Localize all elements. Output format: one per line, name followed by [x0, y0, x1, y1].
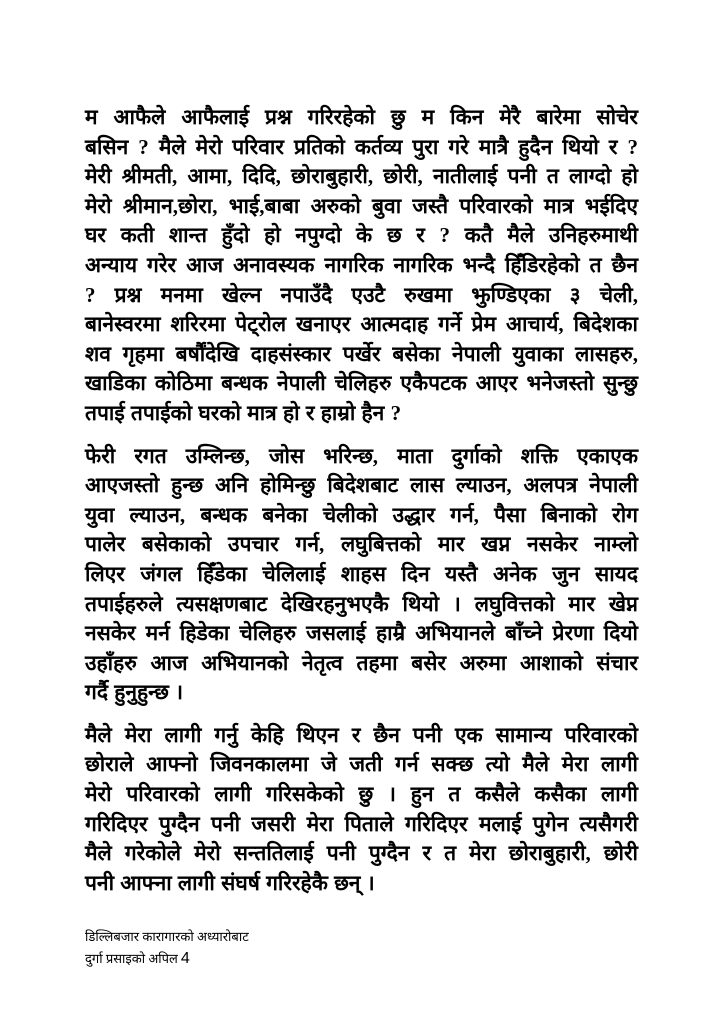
text-line: पनी आफ्ना लागी संघर्ष गरिरहेकै छन् । — [85, 870, 375, 895]
paragraph-3 — [85, 721, 638, 899]
page-body — [85, 103, 638, 911]
text-line: खाडिका कोठिमा बन्धक नेपाली चेलिहरु एकैपटक आएर भनेजस्तो सुन्छु — [85, 371, 638, 396]
text-line: ? प्रश्न मनमा खेल्न नपाउँदै एउटै रुखमा झुण्डिएका ३ चेली, — [85, 282, 638, 307]
text-line: आएजस्तो हुन्छ अनि होमिन्छु बिदेशबाट लास ल्याउन, अलपत्र नेपाली — [85, 473, 638, 498]
text-line: अन्याय गरेर आज अनावस्यक नागरिक नागरिक भन्दै हिँडिरहेको त छैन — [85, 252, 638, 277]
footer-author-line — [85, 948, 249, 970]
text-line: युवा ल्याउन, बन्धक बनेका चेलीको उद्धार गर्न, पैसा बिनाको रोग — [85, 502, 638, 527]
text-line: मैले गरेकोले मेरो सन्ततिलाई पनी पुग्दैन र त मेरा छोराबुहारी, छोरी — [85, 841, 638, 866]
text-line: गरिदिएर पुग्दैन पनी जसरी मेरा पिताले गरिदिएर मलाई पुगेन त्यसैगरी — [85, 811, 638, 836]
footer-author-text: दुर्गा प्रसाइको अपिल — [85, 951, 178, 966]
page-number: 4 — [180, 950, 190, 967]
text-line: तपाईहरुले त्यसक्षणबाट देखिरहनुभएकै थियो । लघुवित्तको मार खेप्न — [85, 591, 638, 616]
text-line: पालेर बसेकाको उपचार गर्न, लघुबित्तको मार खप्न नसकेर नाम्लो — [85, 532, 638, 557]
text-line: छोराले आफ्नो जिवनकालमा जे जती गर्न सक्छ त्यो मैले मेरा लागी — [85, 752, 638, 777]
text-line: शव गृहमा बर्षौंदेखि दाहसंस्कार पर्खेर बसेका नेपाली युवाका लासहरु, — [85, 341, 638, 366]
text-line: मेरी श्रीमती, आमा, दिदि, छोराबुहारी, छोरी, नातीलाई पनी त लाग्दो हो — [85, 164, 638, 189]
text-line: नसकेर मर्न हिडेका चेलिहरु जसलाई हाम्रै अभियानले बाँच्ने प्रेरणा दियो — [85, 621, 638, 646]
text-line: लिएर जंगल हिँडेका चेलिलाई शाहस दिन यस्तै अनेक जुन सायद — [85, 561, 638, 586]
text-line: उहाँहरु आज अभियानको नेतृत्व तहमा बसेर अरुमा आशाको संचार — [85, 650, 638, 675]
page-footer — [85, 926, 249, 970]
paragraph-1 — [85, 103, 638, 429]
text-line: मेरो श्रीमान,छोरा, भाई,बाबा अरुको बुवा जस्तै परिवारको मात्र भईदिए — [85, 193, 638, 218]
text-line: गर्दै हुनुहुन्छ । — [85, 680, 184, 705]
text-line: घर कती शान्त हुँदो हो नपुग्दो के छ र ? कतै मैले उनिहरुमाथी — [85, 223, 638, 248]
text-line: म आफैले आफैलाई प्रश्न गरिरहेको छु म किन मेरै बारेमा सोचेर — [85, 105, 638, 129]
text-line: तपाई तपाईको घरको मात्र हो र हाम्रो हैन ? — [85, 400, 402, 425]
text-line: मेरो परिवारको लागी गरिसकेको छु । हुन त कसैले कसैका लागी — [85, 782, 638, 807]
text-line: बसिन ? मैले मेरो परिवार प्रतिको कर्तव्य पुरा गरे मात्रै हुदैन थियो र ? — [85, 134, 638, 159]
text-line: बानेस्वरमा शरिरमा पेट्रोल खनाएर आत्मदाह गर्ने प्रेम आचार्य, बिदेशका — [85, 312, 638, 337]
text-line: फेरी रगत उम्लिन्छ, जोस भरिन्छ, माता दुर्गाको शक्ति एकाएक — [85, 443, 638, 468]
paragraph-2 — [85, 442, 638, 708]
footer-source-line: डिल्लिबजार कारागारको अध्यारोबाट — [85, 929, 249, 944]
text-line: मैले मेरा लागी गर्नु केहि थिएन र छैन पनी एक सामान्य परिवारको — [85, 722, 638, 747]
